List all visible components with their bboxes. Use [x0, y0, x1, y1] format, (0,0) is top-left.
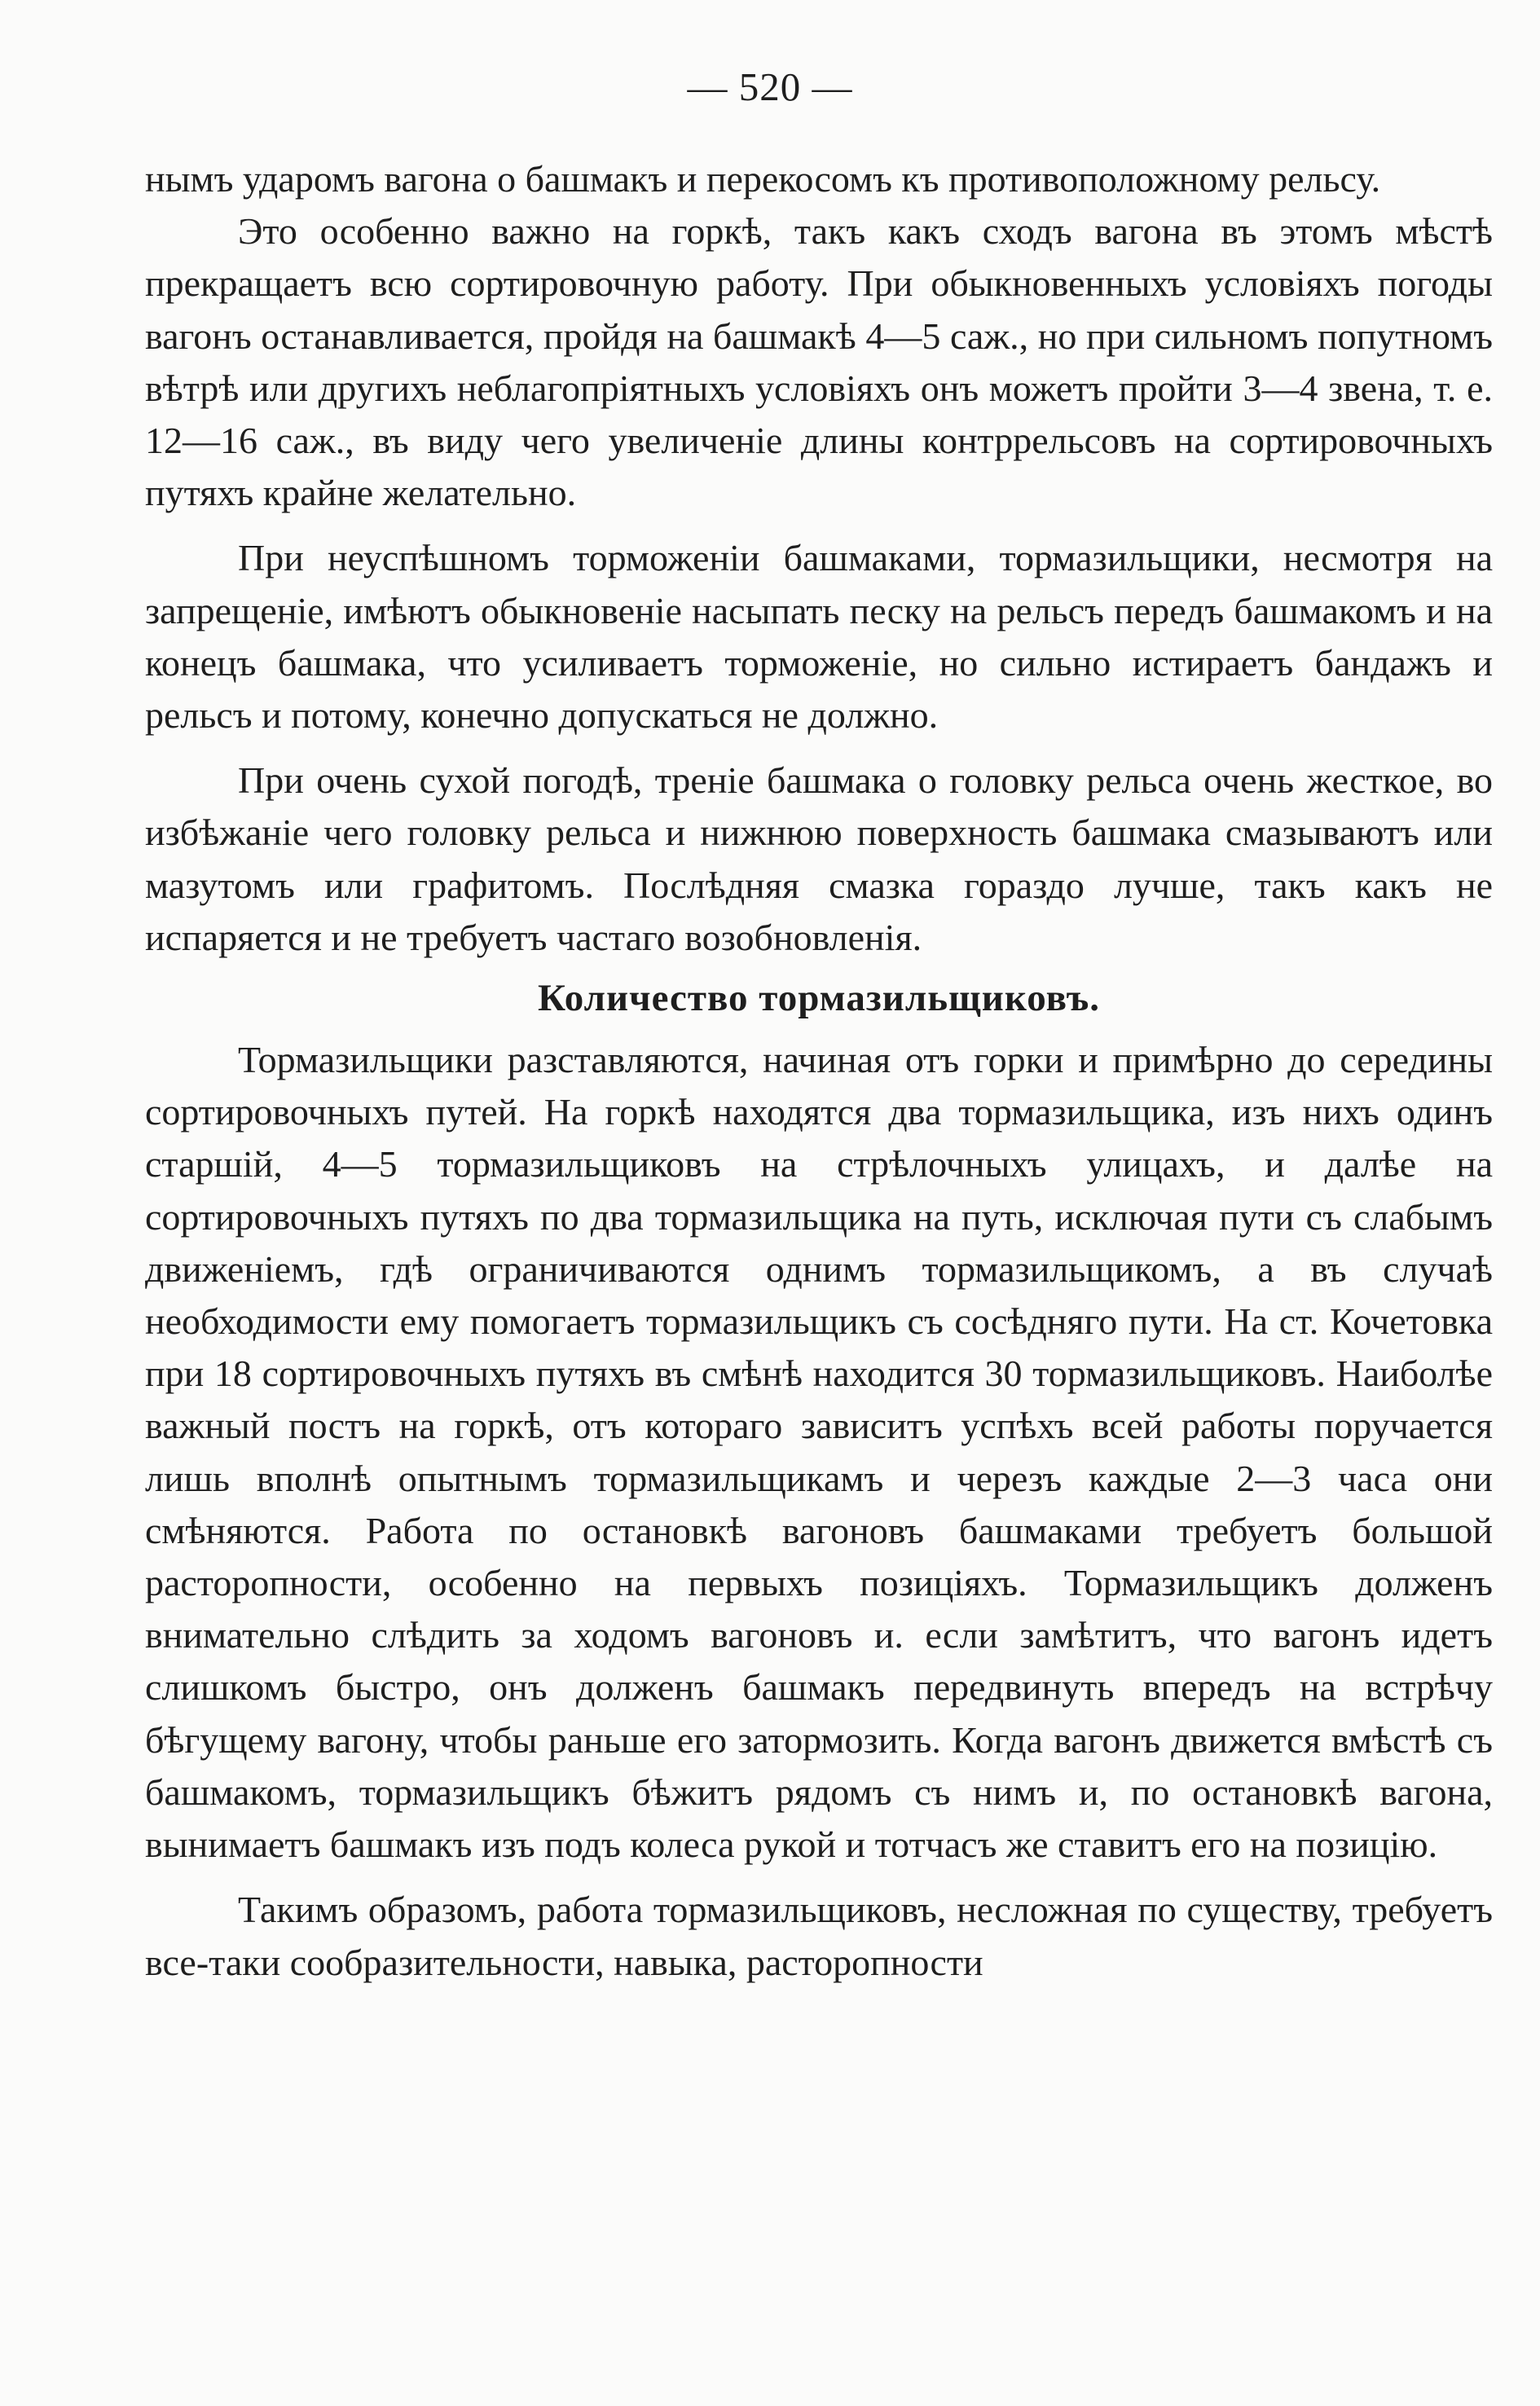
paragraph-lubrication: При очень сухой погодѣ, треніе башмака о головку рельса очень жесткое, во избѣжаніе чего головку рельса и нижнюю поверхность башмака смазываютъ или мазутомъ или графитомъ. Послѣдняя смазка гораздо лучше, такъ какъ не испаряется и не требуетъ частаго возобновленія. — [145, 759, 1493, 958]
text-body — [145, 153, 1493, 1989]
paragraph-derailment: Это особенно важно на горкѣ, такъ какъ сходъ вагона въ этомъ мѣстѣ прекращаетъ всю сортировочную работу. При обыкновенныхъ условіяхъ погоды вагонъ останавливается, пройдя на башмакѣ 4—5 саж., но при сильномъ попутномъ вѣтрѣ или другихъ неблагопріятныхъ условіяхъ онъ можетъ пройти 3—4 звена, т. е. 12—16 саж., въ виду чего увеличеніе длины контррельсовъ на сортировочныхъ путяхъ крайне желательно. — [145, 210, 1493, 514]
page-number: — 520 — — [687, 64, 853, 109]
paragraph-conclusion: Такимъ образомъ, работа тормазильщиковъ, несложная по существу, требуетъ все-таки сообразительности, навыка, расторопности — [145, 1889, 1493, 1983]
paragraph-continuation: нымъ ударомъ вагона о башмакъ и перекосомъ къ противоположному рельсу. — [145, 158, 1381, 200]
paragraph-brakemen-placement: Тормазильщики разставляются, начиная отъ горки и примѣрно до середины сортировочныхъ путей. На горкѣ находятся два тормазильщика, изъ нихъ одинъ старшій, 4—5 тормазильщиковъ на стрѣлочныхъ улицахъ, и далѣе на сортировочныхъ путяхъ по два тормазильщика на путь, исключая пути съ слабымъ движеніемъ, гдѣ ограничиваются однимъ тормазильщикомъ, а въ случаѣ необходимости ему помогаетъ тормазильщикъ съ сосѣдняго пути. На ст. Кочетовка при 18 сортировочныхъ путяхъ въ смѣнѣ находится 30 тормазильщиковъ. Наиболѣе важный постъ на горкѣ, отъ котораго зависитъ успѣхъ всей работы поручается лишь вполнѣ опытнымъ тормазильщикамъ и черезъ каждые 2—3 часа они смѣняются. Работа по остановкѣ вагоновъ башмаками требуетъ большой расторопности, особенно на первыхъ позиціяхъ. Тормазильщикъ долженъ внимательно слѣдить за ходомъ вагоновъ и. если замѣтитъ, что вагонъ идетъ слишкомъ быстро, онъ долженъ башмакъ передвинуть впередъ на встрѣчу бѣгущему вагону, чтобы раньше его затормозить. Когда вагонъ движется вмѣстѣ съ башмакомъ, тормазильщикъ бѣжитъ рядомъ съ нимъ и, по остановкѣ вагона, вынимаетъ башмакъ изъ подъ колеса рукой и тотчасъ же ставитъ его на позицію. — [145, 1039, 1493, 1866]
section-heading: Количество тормазильщиковъ. — [538, 977, 1100, 1020]
paragraph-sand: При неуспѣшномъ торможеніи башмаками, тормазильщики, несмотря на запрещеніе, имѣютъ обыкновеніе насыпать песку на рельсъ передъ башмакомъ и на конецъ башмака, что усиливаетъ торможеніе, но сильно истираетъ бандажъ и рельсъ и потому, конечно допускаться не должно. — [145, 537, 1493, 737]
